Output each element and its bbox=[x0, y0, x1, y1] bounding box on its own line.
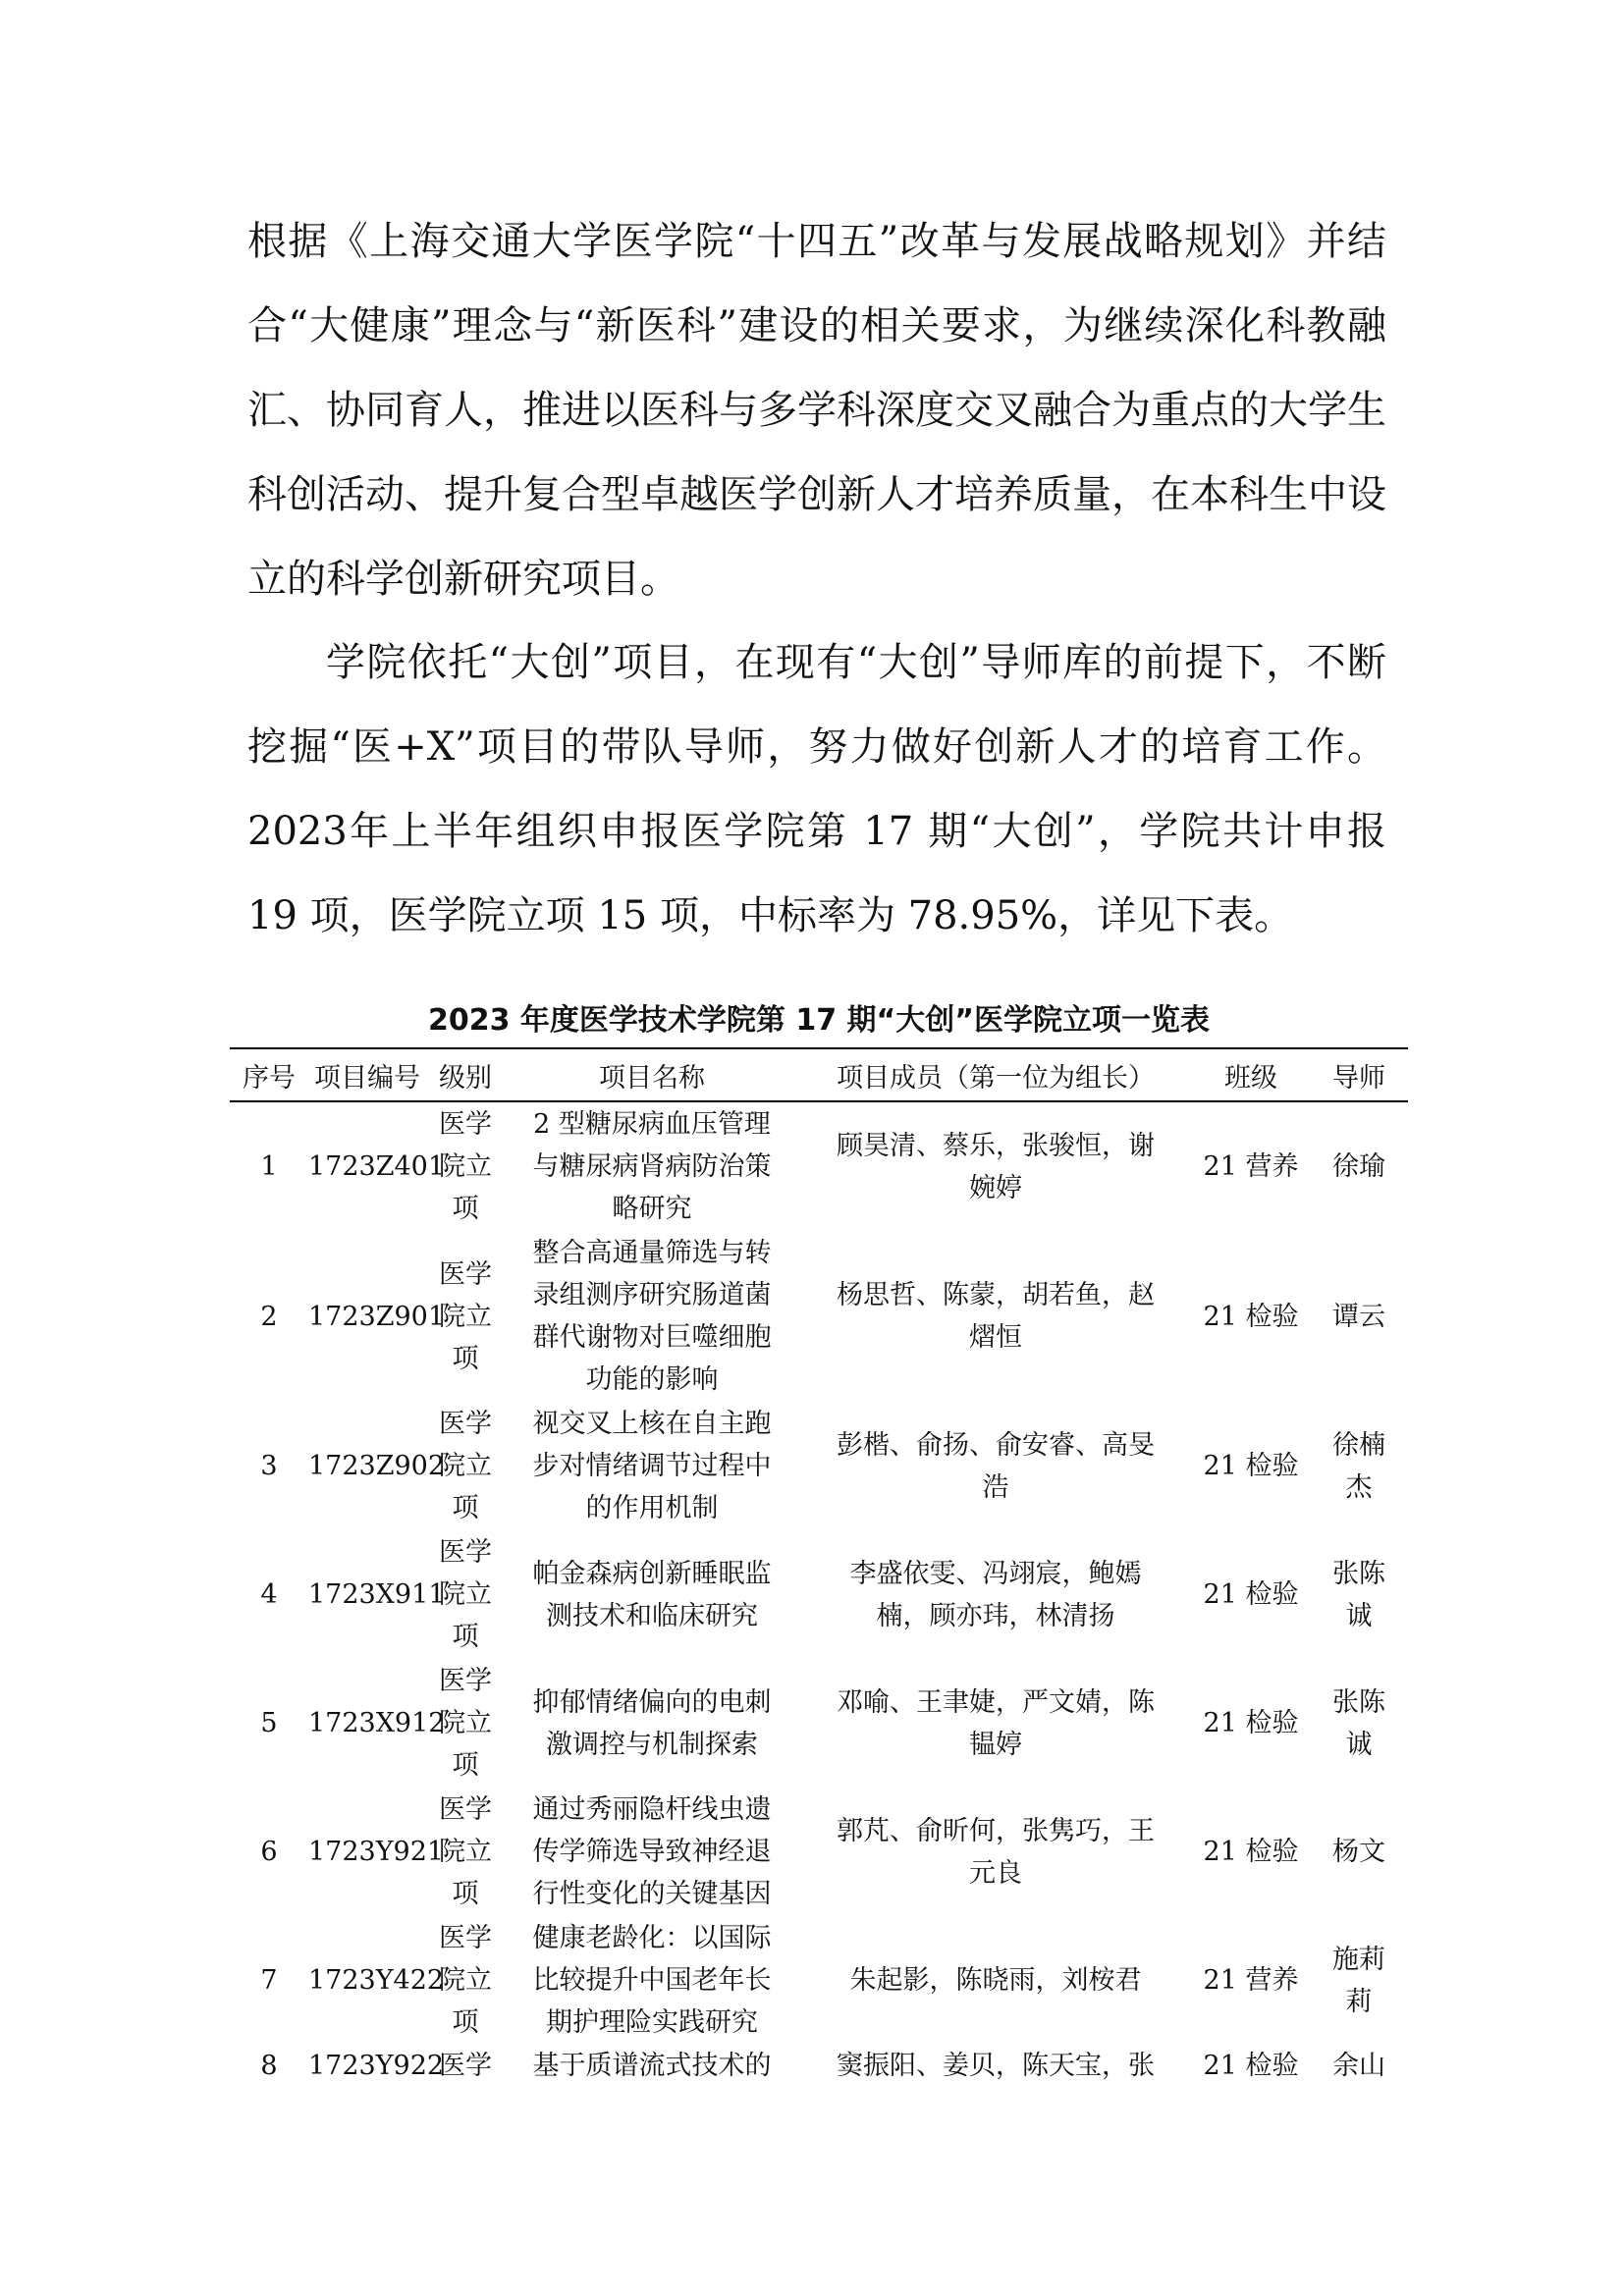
project-table bbox=[230, 1047, 1408, 2113]
header-level: 级别 bbox=[426, 1048, 505, 1101]
cell-class: 21 检验 bbox=[1203, 1579, 1299, 1610]
table-row bbox=[230, 1659, 1408, 1788]
cell-members: 李盛依雯、冯翊宸，鲍嫣楠，顾亦玮，林清扬 bbox=[849, 1558, 1142, 1631]
cell-tutor: 徐楠杰 bbox=[1332, 1429, 1385, 1503]
cell-class: 21 检验 bbox=[1203, 1451, 1299, 1481]
cell-name: 基于质谱流式技术的 bbox=[532, 2051, 772, 2081]
cell-no: 2 bbox=[260, 1301, 278, 1332]
cell-name: 抑郁情绪偏向的电刺激调控与机制探索 bbox=[532, 1686, 772, 1760]
table-row bbox=[230, 1788, 1408, 1916]
cell-code: 1723X911 bbox=[308, 1579, 446, 1610]
cell-no: 5 bbox=[260, 1708, 278, 1738]
table-row bbox=[230, 2045, 1408, 2113]
cell-name: 整合高通量筛选与转录组测序研究肠道菌群代谢物对巨噬细胞功能的影响 bbox=[532, 1238, 772, 1395]
header-name: 项目名称 bbox=[505, 1048, 799, 1101]
cell-members: 彭楷、俞扬、俞安睿、高旻浩 bbox=[837, 1429, 1155, 1503]
summary-paragraph: 学院依托“大创”项目，在现有“大创”导师库的前提下，不断挖掘“医+X”项目的带队导师，努力做好创新人才的培育工作。2023年上半年组织申报医学院第 17 期“大创”，学院共计申报 19 项，医学院立项 15 项，中标率为 78.95%，详见下表。 bbox=[247, 640, 1386, 938]
table-title: 2023 年度医学技术学院第 17 期“大创”医学院立项一览表 bbox=[427, 1003, 1210, 1038]
table-row bbox=[230, 1231, 1408, 1402]
cell-tutor: 杨文 bbox=[1332, 1837, 1385, 1867]
cell-level: 医学 bbox=[439, 2051, 492, 2081]
cell-class: 21 检验 bbox=[1203, 1301, 1299, 1332]
header-class: 班级 bbox=[1192, 1048, 1310, 1101]
cell-name: 健康老龄化：以国际比较提升中国老年长期护理险实践研究 bbox=[532, 1923, 772, 2038]
header-no: 序号 bbox=[230, 1048, 308, 1101]
table-row bbox=[230, 1530, 1408, 1659]
cell-level: 医学院立项 bbox=[439, 1258, 492, 1374]
cell-tutor: 张陈诚 bbox=[1332, 1686, 1385, 1760]
cell-members: 郭芃、俞昕何，张隽巧，王元良 bbox=[837, 1815, 1155, 1889]
cell-name: 通过秀丽隐杆线虫遗传学筛选导致神经退行性变化的关键基因 bbox=[532, 1794, 772, 1909]
cell-level: 医学院立项 bbox=[439, 1666, 492, 1781]
cell-members: 朱起影，陈晓雨，刘桉君 bbox=[849, 1965, 1142, 1996]
cell-class: 21 检验 bbox=[1203, 1837, 1299, 1867]
cell-level: 医学院立项 bbox=[439, 1923, 492, 2038]
cell-no: 3 bbox=[260, 1451, 278, 1481]
cell-name: 2 型糖尿病血压管理与糖尿病肾病防治策略研究 bbox=[532, 1109, 772, 1224]
cell-name: 视交叉上核在自主跑步对情绪调节过程中的作用机制 bbox=[532, 1409, 772, 1523]
cell-members: 顾昊清、蔡乐，张骏恒，谢婉婷 bbox=[837, 1130, 1155, 1203]
cell-level: 医学院立项 bbox=[439, 1409, 492, 1523]
cell-tutor: 张陈诚 bbox=[1332, 1558, 1385, 1631]
cell-no: 8 bbox=[260, 2051, 278, 2081]
cell-class: 21 营养 bbox=[1203, 1151, 1299, 1182]
cell-members: 邓喻、王聿婕，严文婧，陈韫婷 bbox=[837, 1686, 1155, 1760]
cell-level: 医学院立项 bbox=[439, 1537, 492, 1652]
cell-class: 21 检验 bbox=[1203, 1708, 1299, 1738]
cell-code: 1723Z901 bbox=[308, 1301, 446, 1332]
cell-no: 4 bbox=[260, 1579, 278, 1610]
cell-code: 1723Z401 bbox=[308, 1151, 446, 1182]
table-row bbox=[230, 1916, 1408, 2045]
cell-tutor: 谭云 bbox=[1332, 1301, 1385, 1332]
cell-tutor: 徐瑜 bbox=[1332, 1151, 1385, 1182]
cell-members: 窦振阳、姜贝，陈天宝，张 bbox=[837, 2051, 1155, 2081]
cell-level: 医学院立项 bbox=[439, 1109, 492, 1224]
cell-class: 21 营养 bbox=[1203, 1965, 1299, 1996]
cell-no: 1 bbox=[260, 1151, 278, 1182]
cell-name: 帕金森病创新睡眠监测技术和临床研究 bbox=[532, 1558, 772, 1631]
header-tutor: 导师 bbox=[1310, 1048, 1408, 1101]
cell-code: 1723Y921 bbox=[308, 1837, 445, 1867]
header-members: 项目成员（第一位为组长） bbox=[799, 1048, 1192, 1101]
cell-code: 1723Y422 bbox=[308, 1965, 445, 1996]
cell-members: 杨思哲、陈蒙，胡若鱼，赵熠恒 bbox=[837, 1280, 1155, 1353]
intro-paragraph: 根据《上海交通大学医学院“十四五”改革与发展战略规划》并结合“大健康”理念与“新医科”建设的相关要求，为继续深化科教融汇、协同育人，推进以医科与多学科深度交叉融合为重点的大学生科创活动、提升复合型卓越医学创新人才培养质量，在本科生中设立的科学创新研究项目。 bbox=[247, 219, 1386, 602]
cell-class: 21 检验 bbox=[1203, 2051, 1299, 2081]
table-row bbox=[230, 1402, 1408, 1530]
cell-code: 1723X912 bbox=[308, 1708, 446, 1738]
cell-no: 6 bbox=[260, 1837, 278, 1867]
cell-code: 1723Z902 bbox=[308, 1451, 446, 1481]
header-code: 项目编号 bbox=[308, 1048, 426, 1101]
cell-code: 1723Y922 bbox=[308, 2051, 445, 2081]
cell-tutor: 施莉莉 bbox=[1332, 1944, 1385, 2017]
cell-no: 7 bbox=[260, 1965, 278, 1996]
table-header-row bbox=[230, 1048, 1408, 1101]
cell-level: 医学院立项 bbox=[439, 1794, 492, 1909]
table-row bbox=[230, 1101, 1408, 1231]
cell-tutor: 余山 bbox=[1332, 2051, 1385, 2081]
